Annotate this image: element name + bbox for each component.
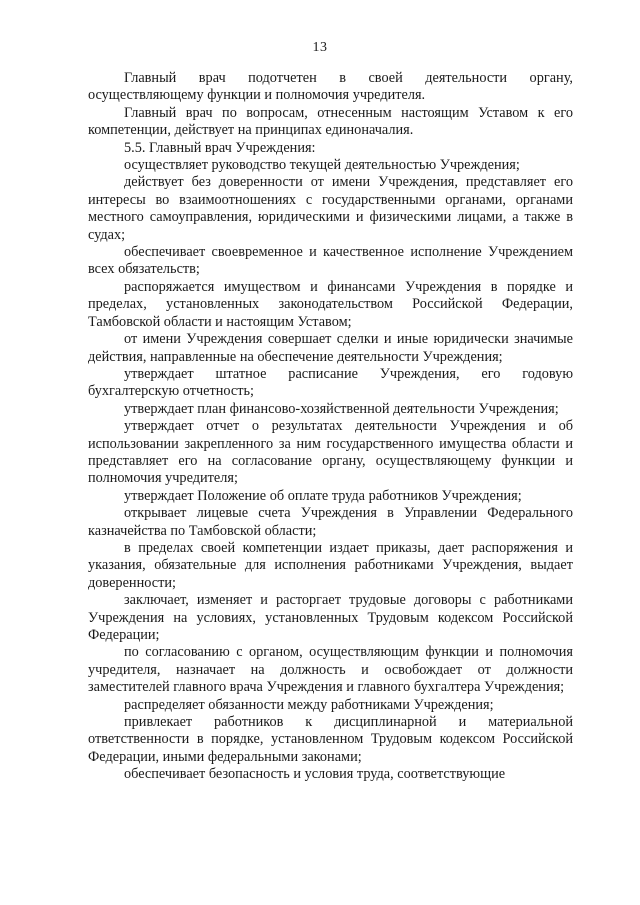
duty-item-1: осуществляет руководство текущей деятельностью Учреждения; bbox=[124, 157, 520, 174]
page-number: 13 bbox=[312, 40, 328, 55]
duty-item-15: привлекает работников к дисциплинарной и материальной ответственности в порядке, установленном Трудовым кодексом Российской Федерации, иными федеральными законами; bbox=[88, 714, 573, 765]
paragraph-2: Главный врач по вопросам, отнесенным настоящим Уставом к его компетенции, действует на принципах единоначалия. bbox=[88, 104, 573, 139]
duty-item-14: распределяет обязанности между работниками Учреждения; bbox=[124, 696, 494, 713]
duty-item-6: утверждает штатное расписание Учреждения, его годовую бухгалтерскую отчетность; bbox=[88, 365, 573, 400]
duty-item-16: обеспечивает безопасность и условия труда, соответствующие bbox=[124, 766, 506, 783]
paragraph-1: Главный врач подотчетен в своей деятельности органу, осуществляющему функции и полномочия учредителя. bbox=[88, 70, 573, 104]
duty-item-13: по согласованию с органом, осуществляющим функции и полномочия учредителя, назначает на должность и освобождает от должности заместителей главного врача Учреждения и главного бухгалтера Учреждения; bbox=[88, 644, 573, 696]
duty-item-10: открывает лицевые счета Учреждения в Управлении Федерального казначейства по Тамбовской области; bbox=[88, 505, 573, 539]
duty-item-4: распоряжается имуществом и финансами Учреждения в порядке и пределах, установленных законодательством Российской Федерации, Тамбовской области и настоящим Уставом; bbox=[88, 278, 573, 330]
document-body bbox=[88, 70, 573, 784]
duty-item-8: утверждает отчет о результатах деятельности Учреждения и об использовании закрепленного за ним государственного имущества области и представляет его на согласование органу, осуществляющему функции и полномочия учредителя; bbox=[88, 418, 573, 487]
duty-item-12: заключает, изменяет и расторгает трудовые договоры с работниками Учреждения на условиях, установленных Трудовым кодексом Российской Федерации; bbox=[88, 592, 573, 643]
duty-item-2: действует без доверенности от имени Учреждения, представляет его интересы во взаимоотношениях с государственными органами, органами местного самоуправления, юридическими и физическими лицами, а также в судах; bbox=[88, 174, 573, 243]
section-heading-5-5: 5.5. Главный врач Учреждения: bbox=[124, 139, 316, 156]
duty-item-11: в пределах своей компетенции издает приказы, дает распоряжения и указания, обязательные для исполнения работниками Учреждения, выдает доверенности; bbox=[88, 539, 573, 591]
duty-item-7: утверждает план финансово-хозяйственной деятельности Учреждения; bbox=[124, 400, 559, 417]
duty-item-9: утверждает Положение об оплате труда работников Учреждения; bbox=[124, 487, 522, 504]
duty-item-3: обеспечивает своевременное и качественное исполнение Учреждением всех обязательств; bbox=[88, 244, 573, 278]
duty-item-5: от имени Учреждения совершает сделки и иные юридически значимые действия, направленные на обеспечение деятельности Учреждения; bbox=[88, 331, 573, 365]
